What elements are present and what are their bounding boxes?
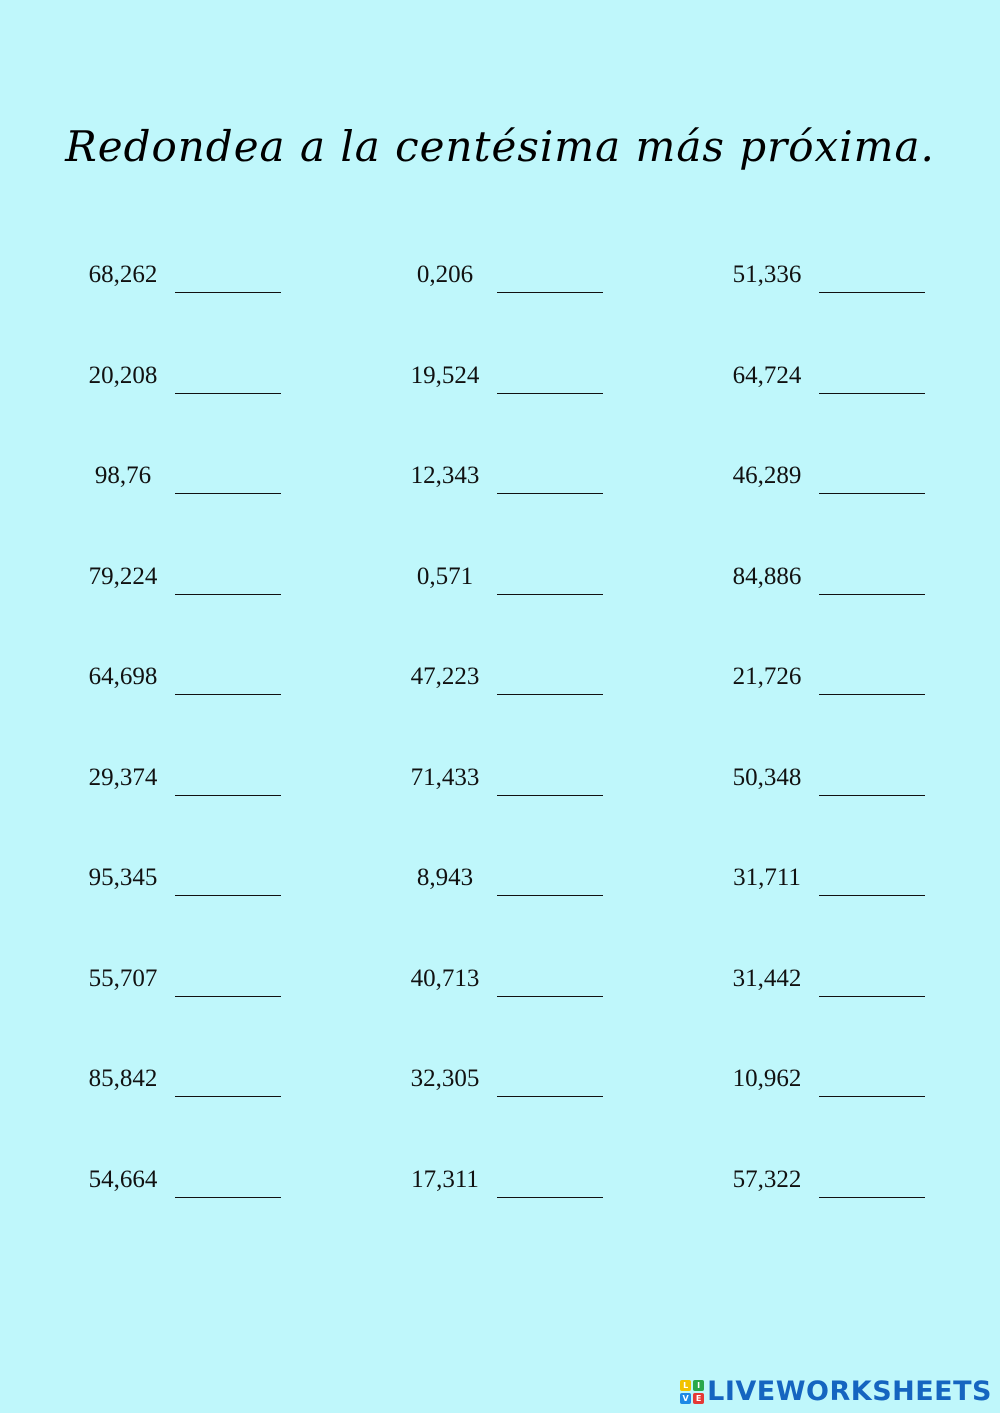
answer-input[interactable] <box>819 268 925 293</box>
exercise-item <box>82 359 332 460</box>
decimal-number: 40,713 <box>410 964 480 992</box>
answer-input[interactable] <box>497 1173 603 1198</box>
decimal-number: 31,442 <box>732 964 802 992</box>
answer-input[interactable] <box>819 771 925 796</box>
decimal-number: 12,343 <box>410 462 480 489</box>
column-2 <box>404 258 654 1263</box>
exercise-item <box>82 560 332 661</box>
decimal-number: 32,305 <box>410 1065 480 1092</box>
answer-input[interactable] <box>175 1072 281 1097</box>
exercise-item <box>404 861 654 962</box>
exercise-item <box>82 1062 332 1163</box>
answer-input[interactable] <box>497 268 603 293</box>
exercise-item <box>404 761 654 862</box>
answer-input[interactable] <box>819 871 925 896</box>
answer-input[interactable] <box>819 369 925 394</box>
decimal-number: 50,348 <box>732 763 802 791</box>
exercise-item <box>82 1163 332 1264</box>
decimal-number: 17,311 <box>411 1165 479 1193</box>
answer-input[interactable] <box>497 972 603 997</box>
decimal-number: 29,374 <box>88 763 158 791</box>
decimal-number: 8,943 <box>416 864 474 891</box>
exercise-item <box>726 359 976 460</box>
exercise-item <box>726 660 976 761</box>
column-3 <box>726 258 976 1263</box>
logo-letter: V <box>680 1393 691 1404</box>
exercise-item <box>82 258 332 359</box>
decimal-number: 19,524 <box>410 361 480 389</box>
decimal-number: 55,707 <box>88 964 158 992</box>
decimal-number: 47,223 <box>410 663 480 690</box>
answer-input[interactable] <box>175 570 281 595</box>
decimal-number: 64,724 <box>732 361 802 389</box>
decimal-number: 79,224 <box>88 562 158 590</box>
exercise-item <box>82 761 332 862</box>
exercise-item <box>726 459 976 560</box>
answer-input[interactable] <box>175 972 281 997</box>
exercise-item <box>726 962 976 1063</box>
answer-input[interactable] <box>819 469 925 494</box>
decimal-number: 0,571 <box>416 562 474 590</box>
answer-input[interactable] <box>819 670 925 695</box>
decimal-number: 98,76 <box>94 462 152 489</box>
answer-input[interactable] <box>819 972 925 997</box>
exercise-item <box>726 1062 976 1163</box>
answer-input[interactable] <box>175 369 281 394</box>
exercise-item <box>82 660 332 761</box>
decimal-number: 0,206 <box>416 261 474 288</box>
answer-input[interactable] <box>175 871 281 896</box>
decimal-number: 84,886 <box>732 562 802 590</box>
logo-letter: L <box>680 1380 691 1391</box>
exercise-item <box>726 258 976 359</box>
decimal-number: 64,698 <box>88 663 158 690</box>
exercise-item <box>82 962 332 1063</box>
exercise-item <box>404 1163 654 1264</box>
answer-input[interactable] <box>497 1072 603 1097</box>
answer-input[interactable] <box>497 871 603 896</box>
answer-input[interactable] <box>497 369 603 394</box>
answer-input[interactable] <box>497 469 603 494</box>
exercise-item <box>726 861 976 962</box>
answer-input[interactable] <box>175 771 281 796</box>
decimal-number: 31,711 <box>733 864 801 891</box>
brand-name: LIVEWORKSHEETS <box>707 1376 992 1407</box>
decimal-number: 71,433 <box>410 763 480 791</box>
exercise-item <box>726 761 976 862</box>
decimal-number: 54,664 <box>88 1165 158 1193</box>
logo-letter: I <box>693 1380 704 1391</box>
liveworksheets-logo <box>680 1376 992 1407</box>
answer-input[interactable] <box>819 570 925 595</box>
exercise-item <box>404 359 654 460</box>
exercise-item <box>726 560 976 661</box>
answer-input[interactable] <box>175 670 281 695</box>
decimal-number: 10,962 <box>732 1065 802 1092</box>
exercise-item <box>404 258 654 359</box>
logo-badge-icon <box>680 1380 704 1404</box>
exercise-item <box>82 861 332 962</box>
exercise-item <box>404 962 654 1063</box>
decimal-number: 20,208 <box>88 361 158 389</box>
logo-letter: E <box>693 1393 704 1404</box>
decimal-number: 85,842 <box>88 1065 158 1092</box>
answer-input[interactable] <box>819 1072 925 1097</box>
worksheet-title: Redondea a la centésima más próxima. <box>65 122 935 171</box>
column-1 <box>82 258 332 1263</box>
answer-input[interactable] <box>497 670 603 695</box>
decimal-number: 46,289 <box>732 462 802 489</box>
decimal-number: 95,345 <box>88 864 158 891</box>
answer-input[interactable] <box>497 570 603 595</box>
exercise-item <box>82 459 332 560</box>
exercise-item <box>404 560 654 661</box>
exercise-item <box>404 660 654 761</box>
decimal-number: 51,336 <box>732 261 802 288</box>
decimal-number: 57,322 <box>732 1165 802 1193</box>
answer-input[interactable] <box>497 771 603 796</box>
exercise-item <box>726 1163 976 1264</box>
decimal-number: 68,262 <box>88 261 158 288</box>
decimal-number: 21,726 <box>732 663 802 690</box>
answer-input[interactable] <box>175 268 281 293</box>
answer-input[interactable] <box>175 469 281 494</box>
exercise-item <box>404 459 654 560</box>
exercise-item <box>404 1062 654 1163</box>
answer-input[interactable] <box>175 1173 281 1198</box>
answer-input[interactable] <box>819 1173 925 1198</box>
